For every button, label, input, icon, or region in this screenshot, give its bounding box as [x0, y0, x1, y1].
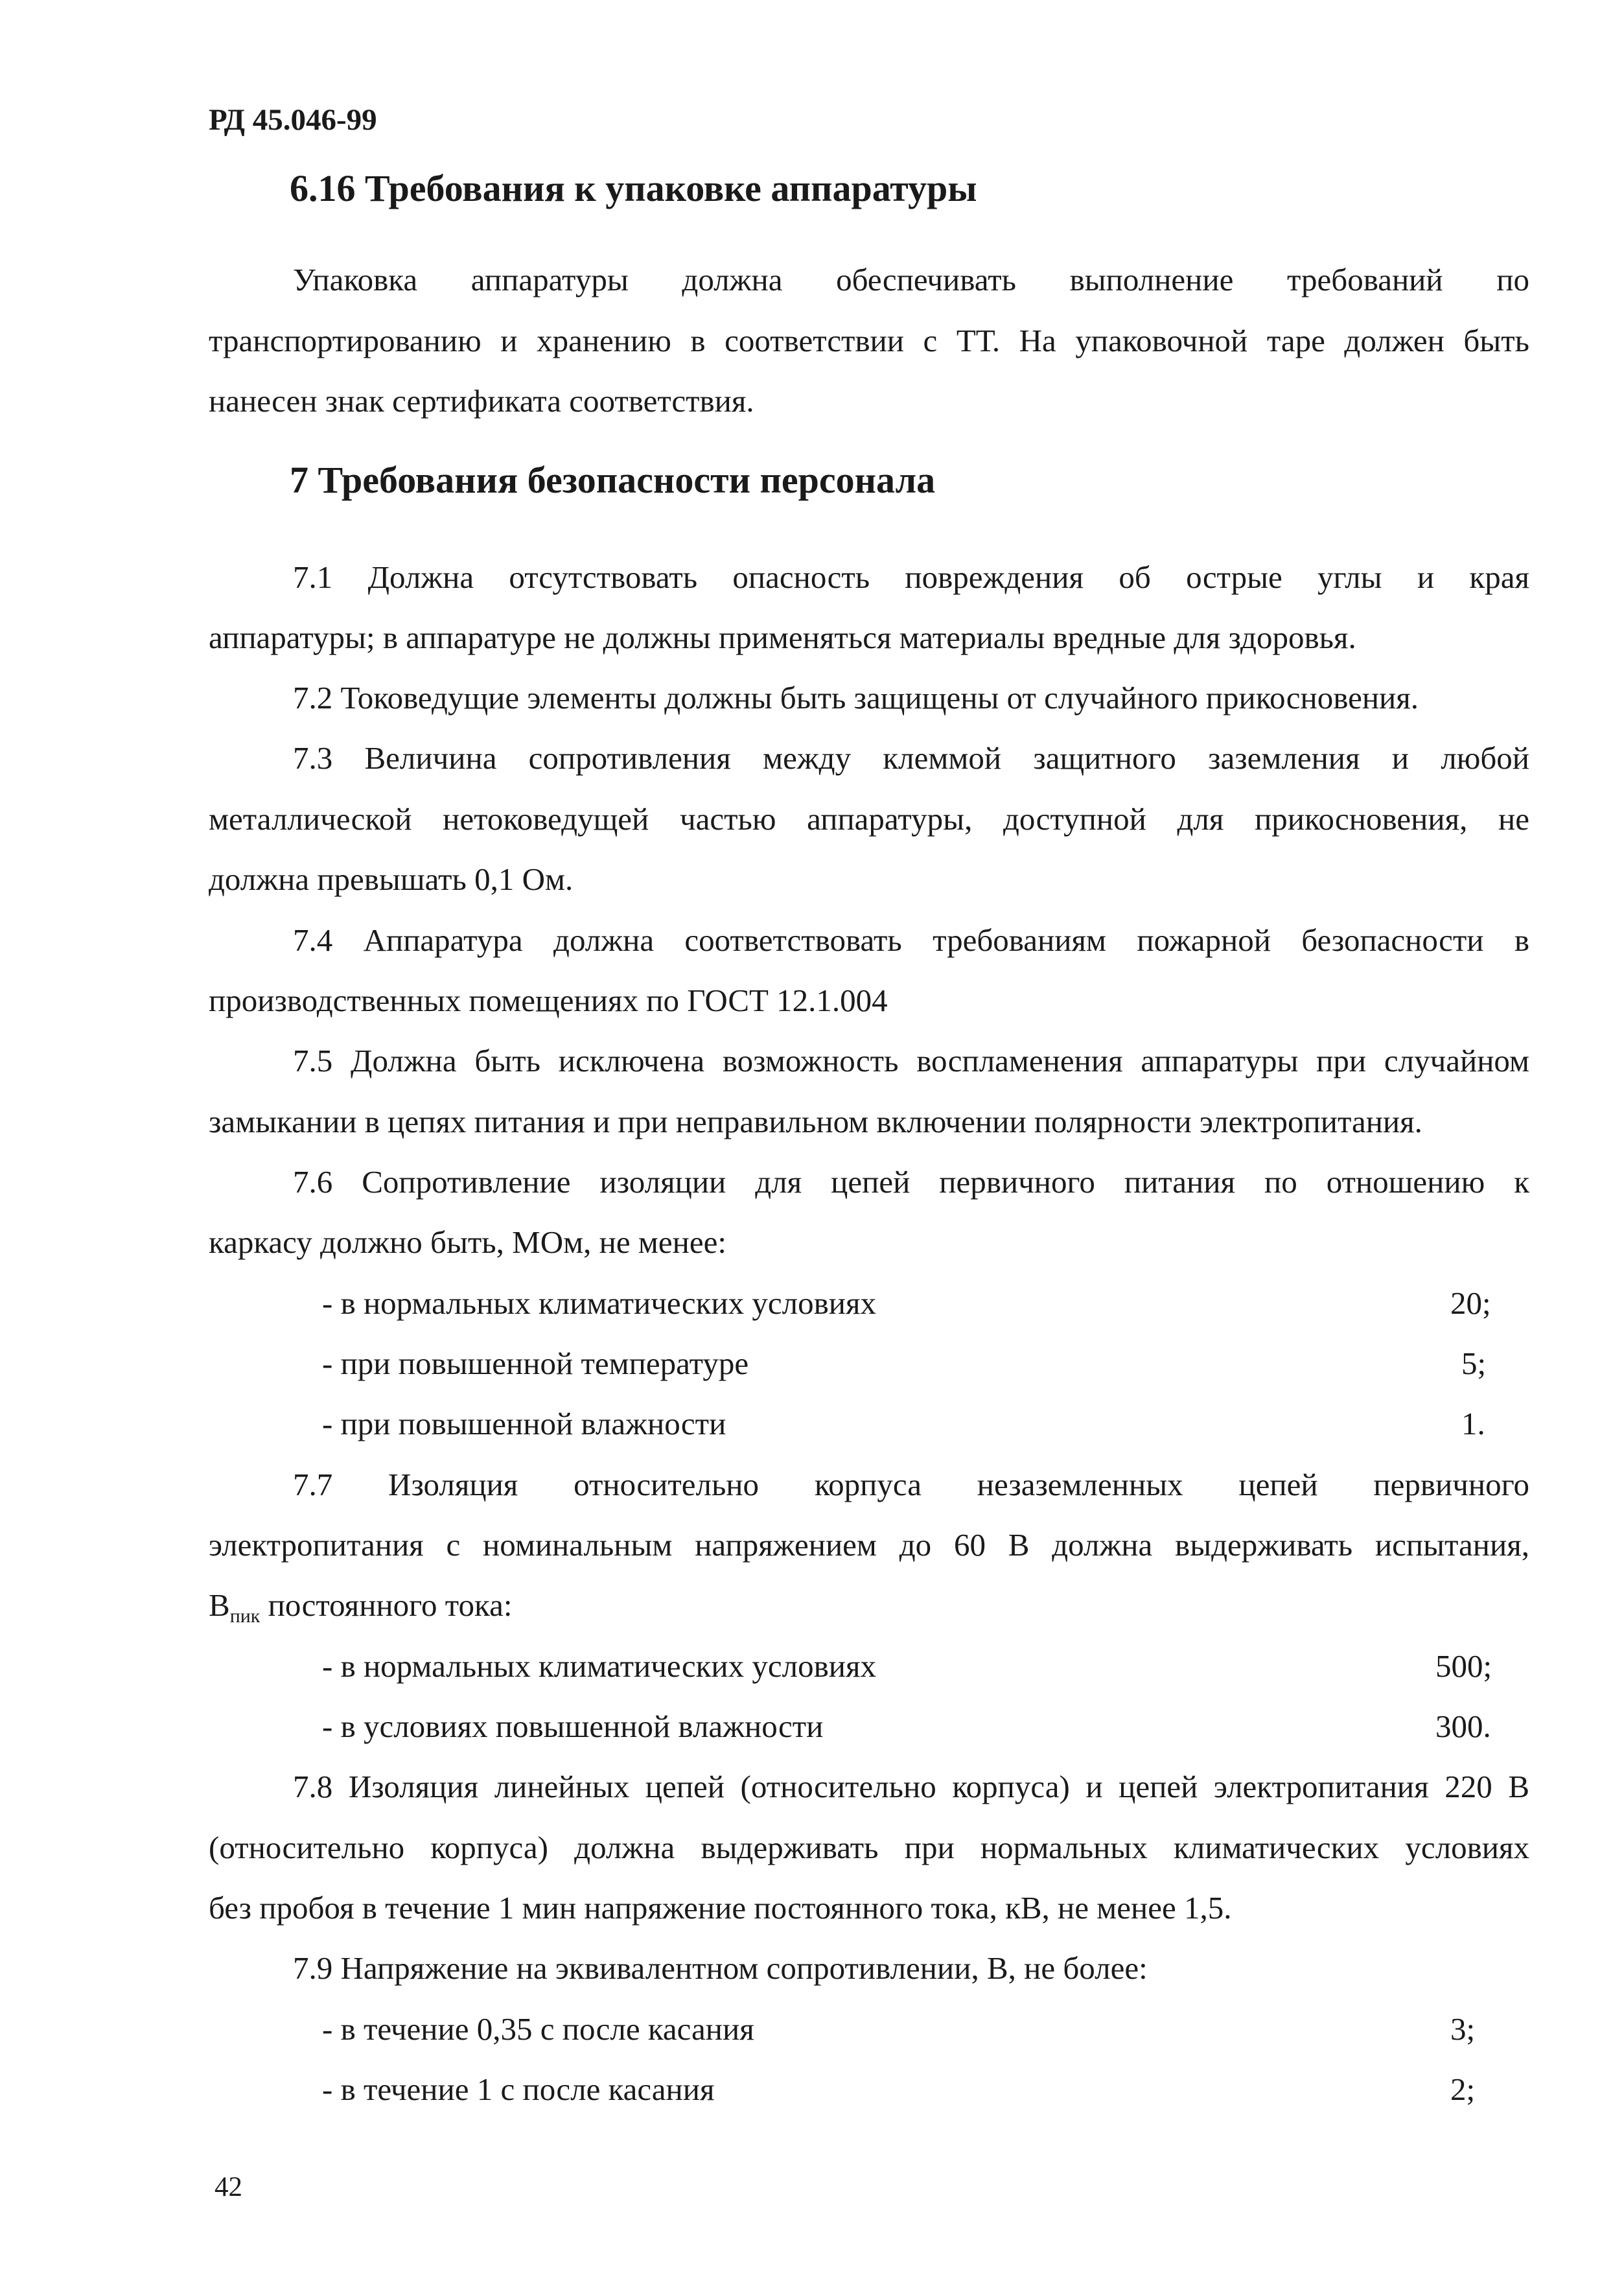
list-item-label: - в нормальных климатических условиях — [322, 1285, 876, 1321]
paragraph-line: 7.4 Аппаратура должна соответствовать требованиям пожарной безопасности в — [293, 922, 1529, 958]
paragraph-line: каркасу должно быть, МОм, не менее: — [209, 1224, 726, 1260]
paragraph-line: электропитания с номинальным напряжением до 60 В должна выдерживать испытания, — [209, 1527, 1529, 1563]
paragraph-line: без пробоя в течение 1 мин напряжение постоянного тока, кВ, не менее 1,5. — [209, 1890, 1232, 1926]
section-heading-6-16: 6.16 Требования к упаковке аппаратуры — [290, 167, 977, 209]
section-heading-7: 7 Требования безопасности персонала — [290, 459, 936, 501]
paragraph-line: транспортированию и хранению в соответствии с ТТ. На упаковочной таре должен быть — [209, 323, 1529, 358]
paragraph-line: аппаратуры; в аппаратуре не должны применяться материалы вредные для здоровья. — [209, 620, 1356, 655]
list-item-label: - в течение 1 с после касания — [322, 2071, 715, 2107]
list-item-label: - в условиях повышенной влажности — [322, 1708, 824, 1744]
paragraph-line: Упаковка аппаратуры должна обеспечивать выполнение требований по — [293, 262, 1529, 297]
list-item-value: 5; — [1461, 1346, 1487, 1381]
voltage-unit-subscript: пик — [229, 1605, 261, 1627]
paragraph-line: 7.7 Изоляция относительно корпуса незаземленных цепей первичного — [293, 1467, 1529, 1502]
list-item-value: 300. — [1435, 1708, 1491, 1744]
paragraph-line: металлической нетоковедущей частью аппаратуры, доступной для прикосновения, не — [209, 801, 1529, 837]
list-item-value: 3; — [1450, 2011, 1476, 2047]
paragraph-line: производственных помещениях по ГОСТ 12.1.004 — [209, 983, 888, 1018]
paragraph-line — [209, 1587, 512, 1627]
paragraph-line: 7.8 Изоляция линейных цепей (относительно корпуса) и цепей электропитания 220 В — [293, 1769, 1529, 1804]
paragraph-line: (относительно корпуса) должна выдерживать при нормальных климатических условиях — [209, 1830, 1529, 1865]
list-item-label: - в течение 0,35 с после касания — [322, 2011, 754, 2047]
paragraph-line: 7.2 Токоведущие элементы должны быть защищены от случайного прикосновения. — [293, 680, 1419, 716]
document-code: РД 45.046-99 — [209, 103, 377, 137]
paragraph-line: 7.6 Сопротивление изоляции для цепей первичного питания по отношению к — [293, 1164, 1529, 1200]
list-item-value: 20; — [1450, 1285, 1491, 1321]
paragraph-line: 7.1 Должна отсутствовать опасность повреждения об острые углы и края — [293, 559, 1529, 595]
list-item-label: - при повышенной температуре — [322, 1346, 749, 1381]
voltage-unit-text: постоянного тока: — [260, 1587, 513, 1623]
voltage-unit: В — [209, 1587, 230, 1623]
list-item-value: 500; — [1435, 1648, 1492, 1684]
paragraph-line: 7.9 Напряжение на эквивалентном сопротивлении, В, не более: — [293, 1950, 1148, 1986]
paragraph-line: 7.5 Должна быть исключена возможность воспламенения аппаратуры при случайном — [293, 1043, 1529, 1078]
paragraph-line: должна превышать 0,1 Ом. — [209, 861, 574, 897]
paragraph-line: 7.3 Величина сопротивления между клеммой защитного заземления и любой — [293, 740, 1529, 776]
list-item-value: 2; — [1450, 2071, 1476, 2107]
list-item-label: - в нормальных климатических условиях — [322, 1648, 876, 1684]
paragraph-line: замыкании в цепях питания и при неправильном включении полярности электропитания. — [209, 1104, 1422, 1139]
page-number: 42 — [215, 2172, 242, 2202]
list-item-value: 1. — [1461, 1406, 1485, 1441]
list-item-label: - при повышенной влажности — [322, 1406, 726, 1441]
paragraph-line: нанесен знак сертификата соответствия. — [209, 383, 754, 419]
